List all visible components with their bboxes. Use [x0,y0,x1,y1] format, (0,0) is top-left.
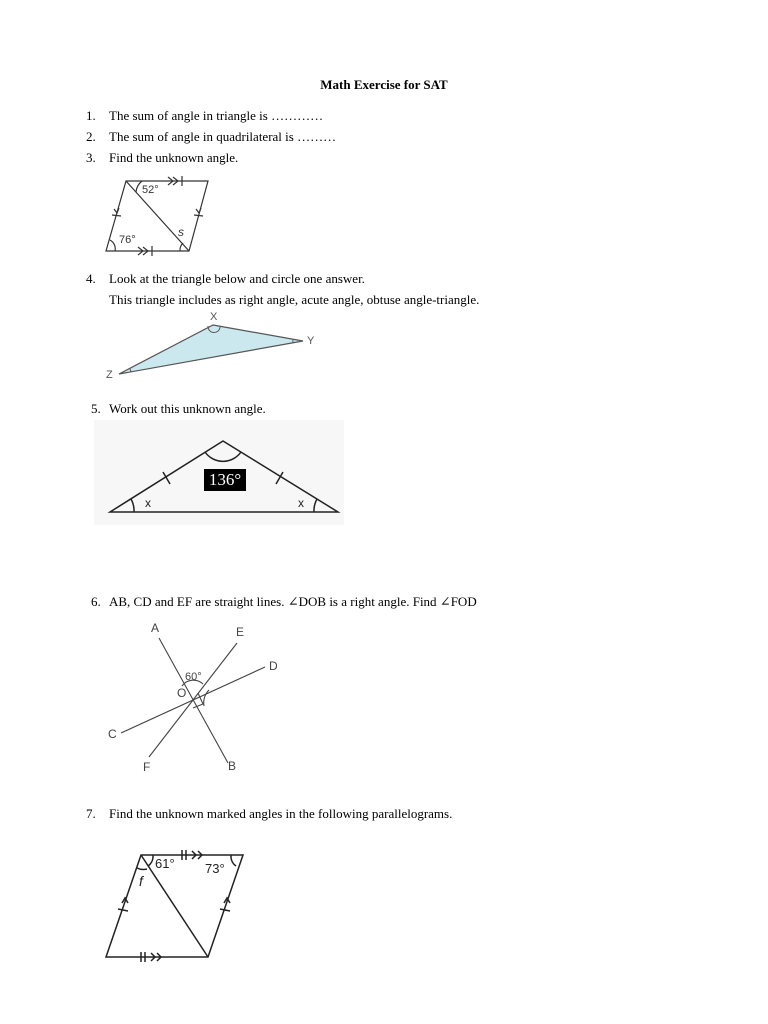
base-angle-x-right: x [298,496,304,510]
apex-angle-label: 136° [204,469,246,491]
unknown-angle-f: f [139,873,143,889]
angle-label-76: 76° [119,234,136,246]
question-number: 3. [86,150,96,165]
question-text: The sum of angle in quadrilateral is ……… [109,129,337,144]
question-number: 1. [86,108,96,123]
question-4-subtext: This triangle includes as right angle, acute angle, obtuse angle-triangle. [109,292,480,307]
line-label-a: A [151,621,160,635]
point-label-o: O [177,686,187,700]
question-number: 6. [91,594,101,609]
line-label-c: C [108,727,117,741]
question-number: 4. [86,271,96,286]
page-title: Math Exercise for SAT [320,77,448,92]
vertex-label-z: Z [106,369,113,381]
question-text: Look at the triangle below and circle one answer. [109,271,365,286]
angle-label-73: 73° [205,861,225,876]
unknown-angle-s: s [178,225,184,239]
question-number: 5. [91,401,101,416]
line-label-d: D [269,659,278,673]
question-number: 7. [86,806,96,821]
angle-label-61: 61° [155,856,175,871]
question-text: The sum of angle in triangle is ………… [109,108,324,123]
question-text: Work out this unknown angle. [109,401,266,416]
angle-label-52: 52° [142,184,159,196]
question-number: 2. [86,129,96,144]
line-label-f: F [143,760,151,774]
base-angle-x-left: x [145,496,151,510]
line-label-e: E [236,625,245,639]
line-label-b: B [228,759,237,773]
angle-label-60: 60° [185,671,202,683]
vertex-label-y: Y [307,335,315,347]
question-text: AB, CD and EF are straight lines. ∠DOB is a right angle. Find ∠FOD [109,594,477,609]
question-text: Find the unknown angle. [109,150,239,165]
question-text: Find the unknown marked angles in the following parallelograms. [109,806,453,821]
vertex-label-x: X [210,311,218,323]
